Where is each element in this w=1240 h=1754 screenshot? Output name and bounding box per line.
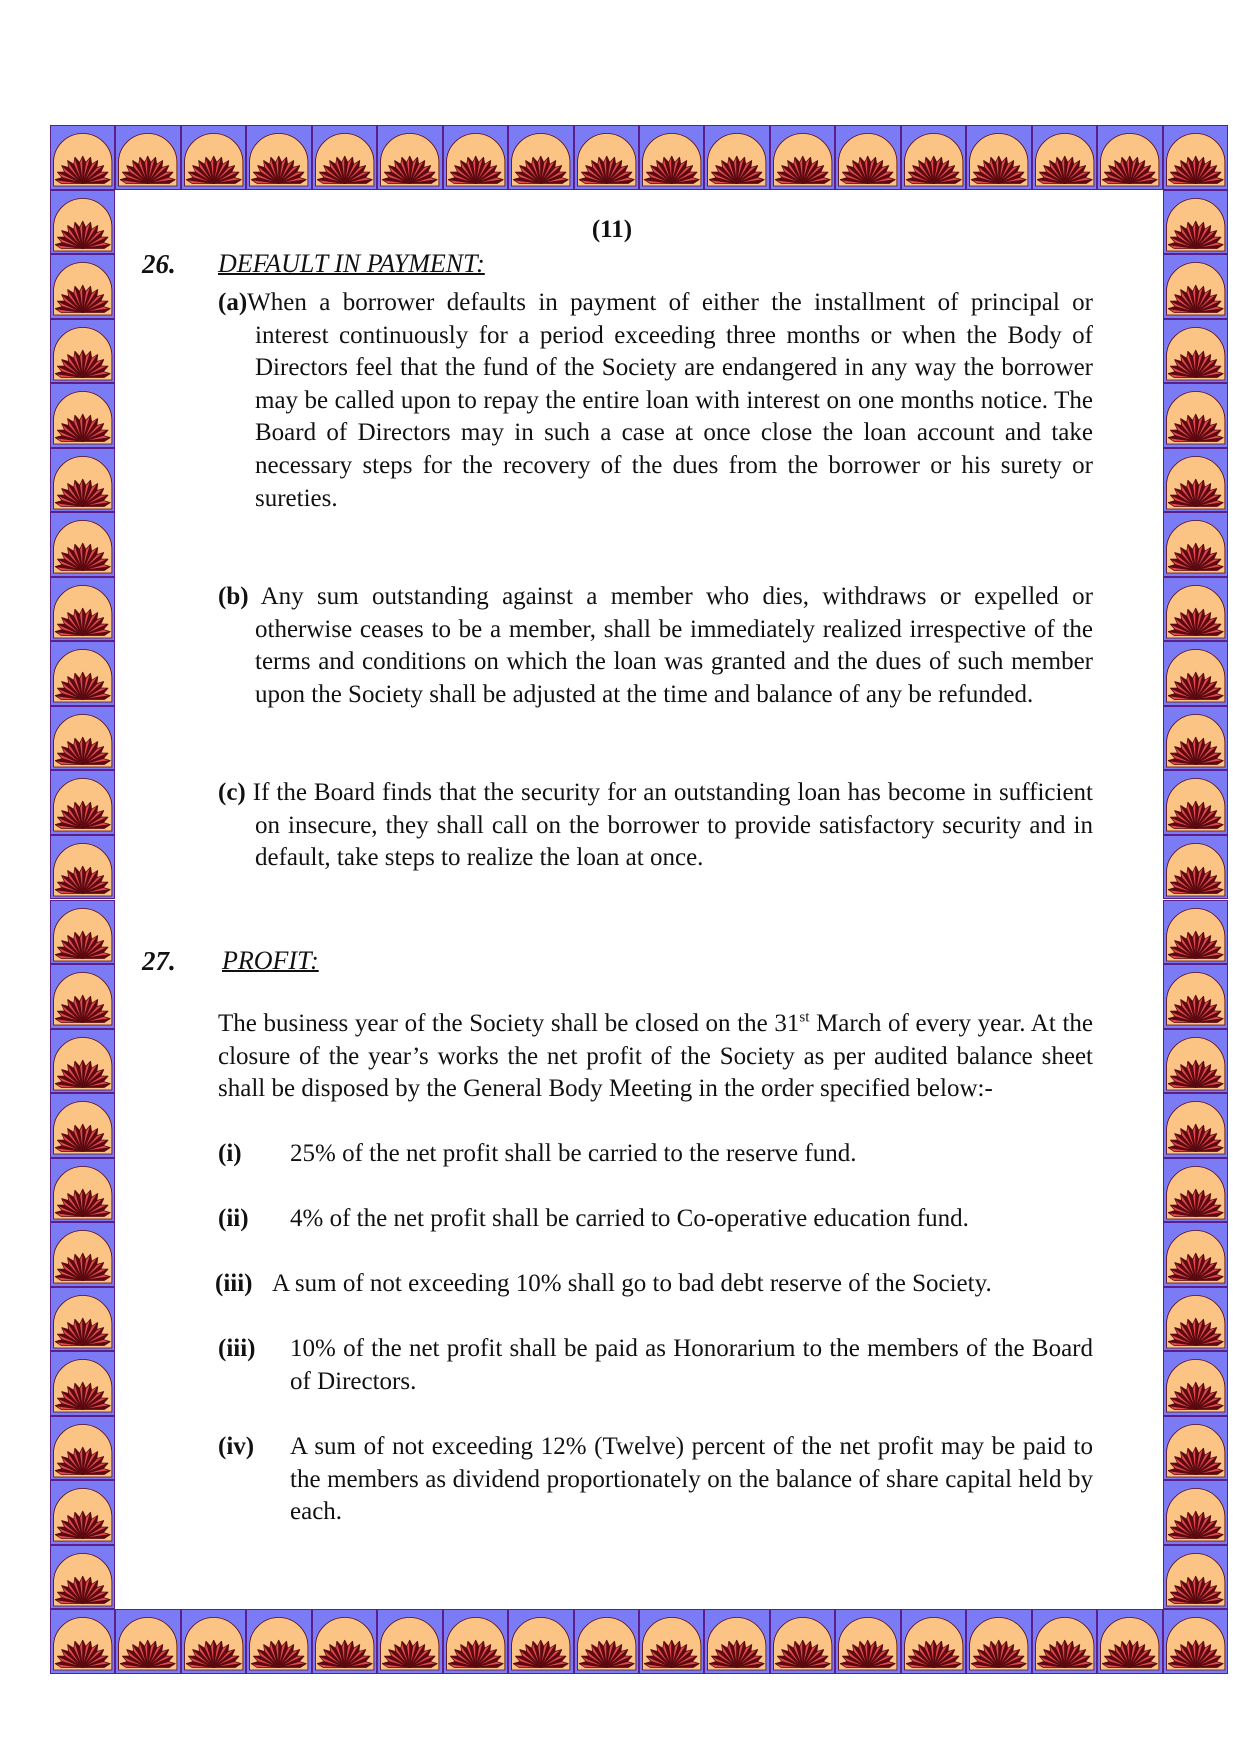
item-label: (ii) [218, 1205, 249, 1232]
clause-b [218, 581, 1093, 711]
section-number: 27. [142, 946, 176, 976]
item-text: 25% of the net profit shall be carried to the reserve fund. [290, 1140, 857, 1167]
profit-item [218, 1138, 1093, 1171]
page-number: (11) [591, 216, 633, 243]
item-text: 4% of the net profit shall be carried to Co-operative education fund. [290, 1205, 969, 1232]
item-label: (iii) [218, 1335, 256, 1362]
profit-intro: The business year of the Society shall be closed on the 31st March of every year. At the closure of the year’s works the net profit of the Society as per audited balance sheet shall be disposed by the General Body Meeting in the order specified below:- [218, 1009, 1093, 1103]
profit-item [218, 1333, 1093, 1399]
profit-item [218, 1203, 1093, 1236]
item-label: (i) [218, 1140, 242, 1167]
clause-label: (c) [218, 779, 246, 806]
section-title: DEFAULT IN PAYMENT: [218, 249, 485, 278]
section-title: PROFIT: [222, 946, 319, 975]
item-text: A sum of not exceeding 10% shall go to bad debt reserve of the Society. [272, 1270, 992, 1297]
clause-c [218, 777, 1094, 875]
section-number: 26. [142, 249, 176, 279]
clause-text: Any sum outstanding against a member who dies, withdraws or expelled or otherwise ceases to be a member, shall be immediately realized irrespective of the terms and conditions on which the loan was granted and the dues of such member upon the Society shall be adjusted at the time and balance of any be refunded. [255, 583, 1093, 708]
clause-label: (b) [218, 583, 249, 610]
profit-item [215, 1268, 1095, 1301]
clause-text: If the Board finds that the security for an outstanding loan has become in sufficient on insecure, they shall call on the borrower to provide satisfactory security and in default, take steps to realize the loan at once. [252, 779, 1094, 872]
item-text: A sum of not exceeding 12% (Twelve) percent of the net profit may be paid to the members as dividend proportionately on the balance of share capital held by each. [290, 1433, 1093, 1526]
clause-text: When a borrower defaults in payment of either the installment of principal or interest continuously for a period exceeding three months or when the Body of Directors feel that the fund of the Society are endangered in any way the borrower may be called upon to repay the entire loan with interest on one months notice. The Board of Directors may in such a case at once close the loan account and take necessary steps for the recovery of the dues from the borrower or his surety or sureties. [247, 289, 1093, 512]
clause-label: (a) [218, 289, 248, 316]
item-text: 10% of the net profit shall be paid as Honorarium to the members of the Board of Directors. [290, 1335, 1093, 1395]
item-label: (iv) [218, 1433, 255, 1460]
item-label: (iii) [215, 1270, 253, 1297]
profit-item [218, 1431, 1093, 1529]
clause-a [218, 287, 1093, 515]
